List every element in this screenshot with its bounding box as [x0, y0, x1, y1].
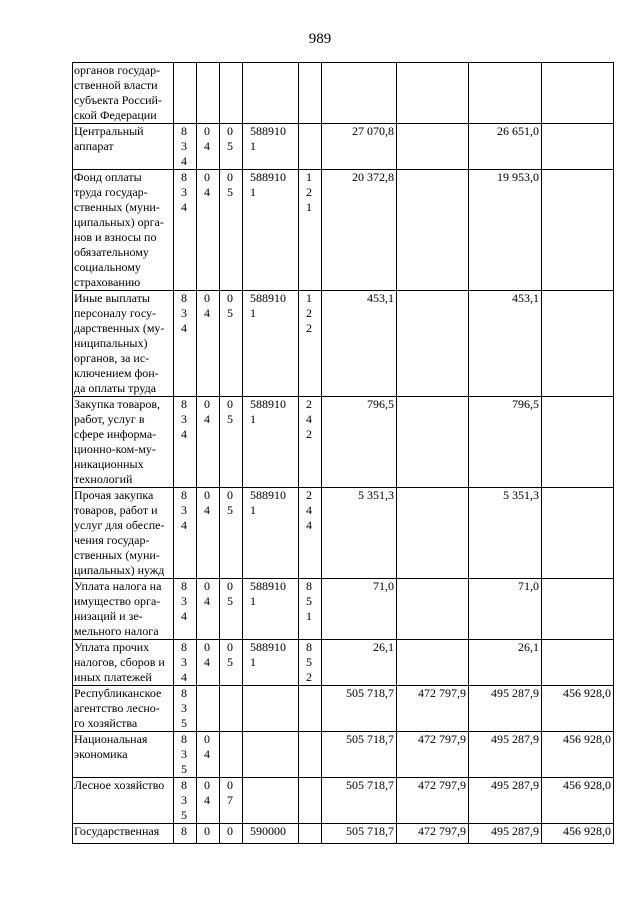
amount-col-1-cell: 505 718,7	[322, 686, 397, 732]
table-row	[73, 732, 614, 778]
amount-col-1-cell: 796,5	[322, 397, 397, 488]
section-code-cell	[197, 686, 220, 732]
expense-type-cell: 2 4 2	[299, 397, 322, 488]
section-code-cell	[197, 63, 220, 124]
subsection-code-cell: 0 5	[220, 170, 243, 291]
subsection-code-cell: 0	[220, 824, 243, 844]
table-row	[73, 824, 614, 844]
expense-type-cell	[299, 778, 322, 824]
row-name-cell: Закупка товаров, работ, услуг в сфере информа- ционно-ком-му- никационных технологий	[73, 397, 174, 488]
amount-col-2-cell	[397, 640, 469, 686]
amount-col-3-cell	[469, 63, 542, 124]
target-article-cell: 588910 1	[243, 397, 299, 488]
row-name-cell: Лесное хозяйство	[73, 778, 174, 824]
amount-col-4-cell	[542, 170, 614, 291]
subsection-code-cell	[220, 63, 243, 124]
section-code-cell: 0 4	[197, 640, 220, 686]
amount-col-2-cell	[397, 170, 469, 291]
amount-col-2-cell: 472 797,9	[397, 824, 469, 844]
target-article-cell: 588910 1	[243, 124, 299, 170]
target-article-cell: 588910 1	[243, 488, 299, 579]
amount-col-4-cell	[542, 291, 614, 397]
amount-col-2-cell	[397, 397, 469, 488]
expense-type-cell	[299, 686, 322, 732]
expense-type-cell	[299, 824, 322, 844]
table-row	[73, 397, 614, 488]
subsection-code-cell	[220, 686, 243, 732]
table-body	[73, 63, 614, 844]
target-article-cell: 588910 1	[243, 170, 299, 291]
amount-col-3-cell: 495 287,9	[469, 778, 542, 824]
amount-col-1-cell: 505 718,7	[322, 778, 397, 824]
glav-code-cell: 8 3 4	[174, 579, 197, 640]
section-code-cell: 0 4	[197, 778, 220, 824]
subsection-code-cell: 0 5	[220, 124, 243, 170]
section-code-cell: 0	[197, 824, 220, 844]
amount-col-3-cell: 495 287,9	[469, 732, 542, 778]
target-article-cell: 590000	[243, 824, 299, 844]
amount-col-4-cell	[542, 397, 614, 488]
subsection-code-cell: 0 5	[220, 488, 243, 579]
amount-col-1-cell: 20 372,8	[322, 170, 397, 291]
row-name-cell: Республиканское агентство лесно- го хозяйства	[73, 686, 174, 732]
glav-code-cell: 8 3 5	[174, 732, 197, 778]
amount-col-3-cell: 26,1	[469, 640, 542, 686]
expense-type-cell: 8 5 2	[299, 640, 322, 686]
amount-col-4-cell	[542, 640, 614, 686]
amount-col-3-cell: 19 953,0	[469, 170, 542, 291]
amount-col-4-cell	[542, 63, 614, 124]
amount-col-1-cell	[322, 63, 397, 124]
amount-col-1-cell: 453,1	[322, 291, 397, 397]
section-code-cell: 0 4	[197, 579, 220, 640]
glav-code-cell: 8 3 4	[174, 640, 197, 686]
amount-col-3-cell: 453,1	[469, 291, 542, 397]
section-code-cell: 0 4	[197, 488, 220, 579]
subsection-code-cell: 0 7	[220, 778, 243, 824]
glav-code-cell: 8 3 5	[174, 778, 197, 824]
expense-type-cell	[299, 732, 322, 778]
expense-type-cell	[299, 63, 322, 124]
row-name-cell: Уплата прочих налогов, сборов и иных платежей	[73, 640, 174, 686]
table-row	[73, 488, 614, 579]
row-name-cell: Национальная экономика	[73, 732, 174, 778]
expense-type-cell	[299, 124, 322, 170]
amount-col-4-cell: 456 928,0	[542, 778, 614, 824]
amount-col-1-cell: 5 351,3	[322, 488, 397, 579]
target-article-cell: 588910 1	[243, 291, 299, 397]
amount-col-2-cell	[397, 124, 469, 170]
amount-col-3-cell: 5 351,3	[469, 488, 542, 579]
amount-col-3-cell: 26 651,0	[469, 124, 542, 170]
amount-col-3-cell: 796,5	[469, 397, 542, 488]
amount-col-1-cell: 71,0	[322, 579, 397, 640]
budget-table	[72, 62, 614, 844]
table-row	[73, 63, 614, 124]
row-name-cell: Фонд оплаты труда государ- ственных (муни- ципальных) орга- нов и взносы по обязательному социальному страхованию	[73, 170, 174, 291]
section-code-cell: 0 4	[197, 170, 220, 291]
expense-type-cell: 8 5 1	[299, 579, 322, 640]
glav-code-cell	[174, 63, 197, 124]
expense-type-cell: 1 2 1	[299, 170, 322, 291]
amount-col-2-cell: 472 797,9	[397, 732, 469, 778]
expense-type-cell: 2 4 4	[299, 488, 322, 579]
subsection-code-cell	[220, 732, 243, 778]
row-name-cell: органов государ- ственной власти субъекта Россий- ской Федерации	[73, 63, 174, 124]
amount-col-4-cell	[542, 488, 614, 579]
amount-col-2-cell: 472 797,9	[397, 686, 469, 732]
amount-col-2-cell	[397, 579, 469, 640]
target-article-cell: 588910 1	[243, 640, 299, 686]
table-row	[73, 291, 614, 397]
amount-col-1-cell: 505 718,7	[322, 824, 397, 844]
section-code-cell: 0 4	[197, 732, 220, 778]
subsection-code-cell: 0 5	[220, 397, 243, 488]
row-name-cell: Прочая закупка товаров, работ и услуг для обеспе- чения государ- ственных (муни- ципальных) нужд	[73, 488, 174, 579]
target-article-cell	[243, 686, 299, 732]
table-row	[73, 686, 614, 732]
row-name-cell: Иные выплаты персоналу госу- дарственных (му- ниципальных) органов, за ис- ключением фон- да оплаты труда	[73, 291, 174, 397]
amount-col-3-cell: 495 287,9	[469, 686, 542, 732]
subsection-code-cell: 0 5	[220, 291, 243, 397]
table-row	[73, 579, 614, 640]
table-row	[73, 170, 614, 291]
amount-col-4-cell	[542, 579, 614, 640]
amount-col-4-cell: 456 928,0	[542, 732, 614, 778]
amount-col-2-cell	[397, 291, 469, 397]
amount-col-4-cell: 456 928,0	[542, 686, 614, 732]
glav-code-cell: 8 3 4	[174, 291, 197, 397]
glav-code-cell: 8 3 5	[174, 686, 197, 732]
target-article-cell: 588910 1	[243, 579, 299, 640]
glav-code-cell: 8 3 4	[174, 124, 197, 170]
page-number: 989	[308, 31, 332, 47]
amount-col-1-cell: 505 718,7	[322, 732, 397, 778]
glav-code-cell: 8 3 4	[174, 397, 197, 488]
glav-code-cell: 8 3 4	[174, 488, 197, 579]
row-name-cell: Уплата налога на имущество орга- низаций и зе- мельного налога	[73, 579, 174, 640]
section-code-cell: 0 4	[197, 397, 220, 488]
target-article-cell	[243, 732, 299, 778]
section-code-cell: 0 4	[197, 291, 220, 397]
table-row	[73, 640, 614, 686]
glav-code-cell: 8 3 4	[174, 170, 197, 291]
target-article-cell	[243, 778, 299, 824]
expense-type-cell: 1 2 2	[299, 291, 322, 397]
row-name-cell: Государственная	[73, 824, 174, 844]
table-row	[73, 778, 614, 824]
amount-col-2-cell	[397, 488, 469, 579]
subsection-code-cell: 0 5	[220, 640, 243, 686]
section-code-cell: 0 4	[197, 124, 220, 170]
amount-col-2-cell	[397, 63, 469, 124]
row-name-cell: Центральный аппарат	[73, 124, 174, 170]
amount-col-3-cell: 495 287,9	[469, 824, 542, 844]
amount-col-4-cell: 456 928,0	[542, 824, 614, 844]
amount-col-3-cell: 71,0	[469, 579, 542, 640]
amount-col-4-cell	[542, 124, 614, 170]
amount-col-1-cell: 26,1	[322, 640, 397, 686]
amount-col-1-cell: 27 070,8	[322, 124, 397, 170]
target-article-cell	[243, 63, 299, 124]
subsection-code-cell: 0 5	[220, 579, 243, 640]
amount-col-2-cell: 472 797,9	[397, 778, 469, 824]
glav-code-cell: 8	[174, 824, 197, 844]
table-row	[73, 124, 614, 170]
